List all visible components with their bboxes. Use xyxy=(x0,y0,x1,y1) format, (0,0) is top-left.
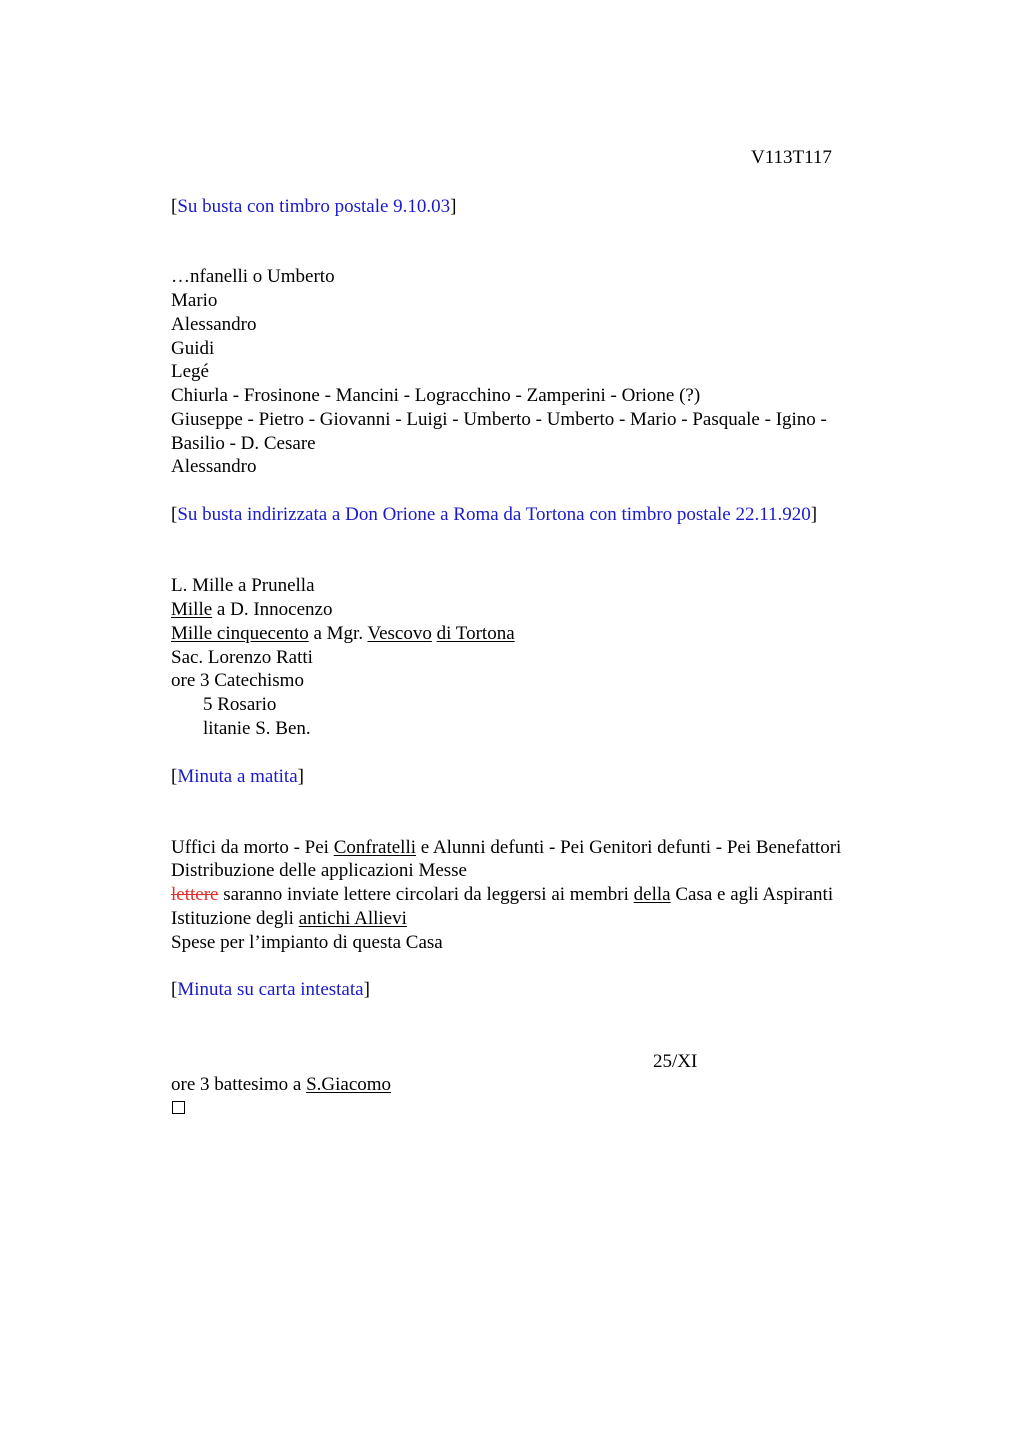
text-segment: e Alunni defunti - Pei Genitori defunti - Pei Benefattori xyxy=(416,837,842,858)
underlined-text: Mille xyxy=(171,599,213,620)
underlined-text: Mille cinquecento xyxy=(171,623,309,644)
text-line xyxy=(171,836,841,860)
text-line xyxy=(171,1073,391,1097)
note-text: Minuta a matita xyxy=(177,766,298,787)
list-item: Alessandro xyxy=(171,456,257,477)
text-segment: Uffici da morto - Pei xyxy=(171,837,334,858)
text-segment: Istituzione degli xyxy=(171,908,299,929)
letterhead-draft-note: [Minuta su carta intestata] xyxy=(171,979,370,1000)
underlined-text: Confratelli xyxy=(333,837,417,858)
underlined-text: Vescovo xyxy=(367,623,432,644)
envelope-note-1: [Su busta con timbro postale 9.10.03] xyxy=(171,196,457,217)
note-text: Minuta su carta intestata xyxy=(177,979,364,1000)
list-item: Legé xyxy=(171,361,209,382)
underlined-text: antichi Allievi xyxy=(298,908,407,929)
text-line: L. Mille a Prunella xyxy=(171,575,315,596)
text-line xyxy=(171,622,515,646)
list-item: Guidi xyxy=(171,338,215,359)
text-line xyxy=(171,598,332,622)
list-item: Mario xyxy=(171,290,218,311)
document-id: V113T117 xyxy=(751,147,832,168)
text-line xyxy=(171,907,407,931)
text-segment: a D. Innocenzo xyxy=(212,599,333,620)
list-item: Chiurla - Frosinone - Mancini - Logracchino - Zamperini - Orione (?) xyxy=(171,385,701,406)
text-line: 5 Rosario xyxy=(203,694,277,715)
text-line: Distribuzione delle applicazioni Messe xyxy=(171,860,467,881)
text-segment: Casa e agli Aspiranti xyxy=(670,884,834,905)
list-item: Basilio - D. Cesare xyxy=(171,433,316,454)
text-segment: a Mgr. xyxy=(308,623,368,644)
envelope-note-2: [Su busta indirizzata a Don Orione a Roma da Tortona con timbro postale 22.11.920] xyxy=(171,504,818,525)
note-text: Su busta indirizzata a Don Orione a Roma da Tortona con timbro postale 22.11.920 xyxy=(177,504,811,525)
underlined-text: di Tortona xyxy=(436,623,515,644)
text-segment: ore 3 battesimo a xyxy=(171,1074,307,1095)
text-line: Spese per l’impianto di questa Casa xyxy=(171,932,443,953)
note-text: Su busta con timbro postale 9.10.03 xyxy=(177,196,451,217)
list-item: …nfanelli o Umberto xyxy=(171,266,335,287)
list-item: Alessandro xyxy=(171,314,257,335)
underlined-text: della xyxy=(633,884,671,905)
text-line: litanie S. Ben. xyxy=(203,718,311,739)
list-item: Giuseppe - Pietro - Giovanni - Luigi - Umberto - Umberto - Mario - Pasquale - Igino - xyxy=(171,409,827,430)
text-segment: saranno inviate lettere circolari da leggersi ai membri xyxy=(218,884,634,905)
text-line: Sac. Lorenzo Ratti xyxy=(171,647,313,668)
text-line xyxy=(171,883,833,907)
underlined-text: S.Giacomo xyxy=(306,1074,392,1095)
text-line: ore 3 Catechismo xyxy=(171,670,304,691)
date: 25/XI xyxy=(653,1051,698,1072)
pencil-draft-note: [Minuta a matita] xyxy=(171,766,304,787)
checkbox-square-icon xyxy=(172,1101,185,1114)
strikethrough-text: lettere xyxy=(171,884,219,905)
